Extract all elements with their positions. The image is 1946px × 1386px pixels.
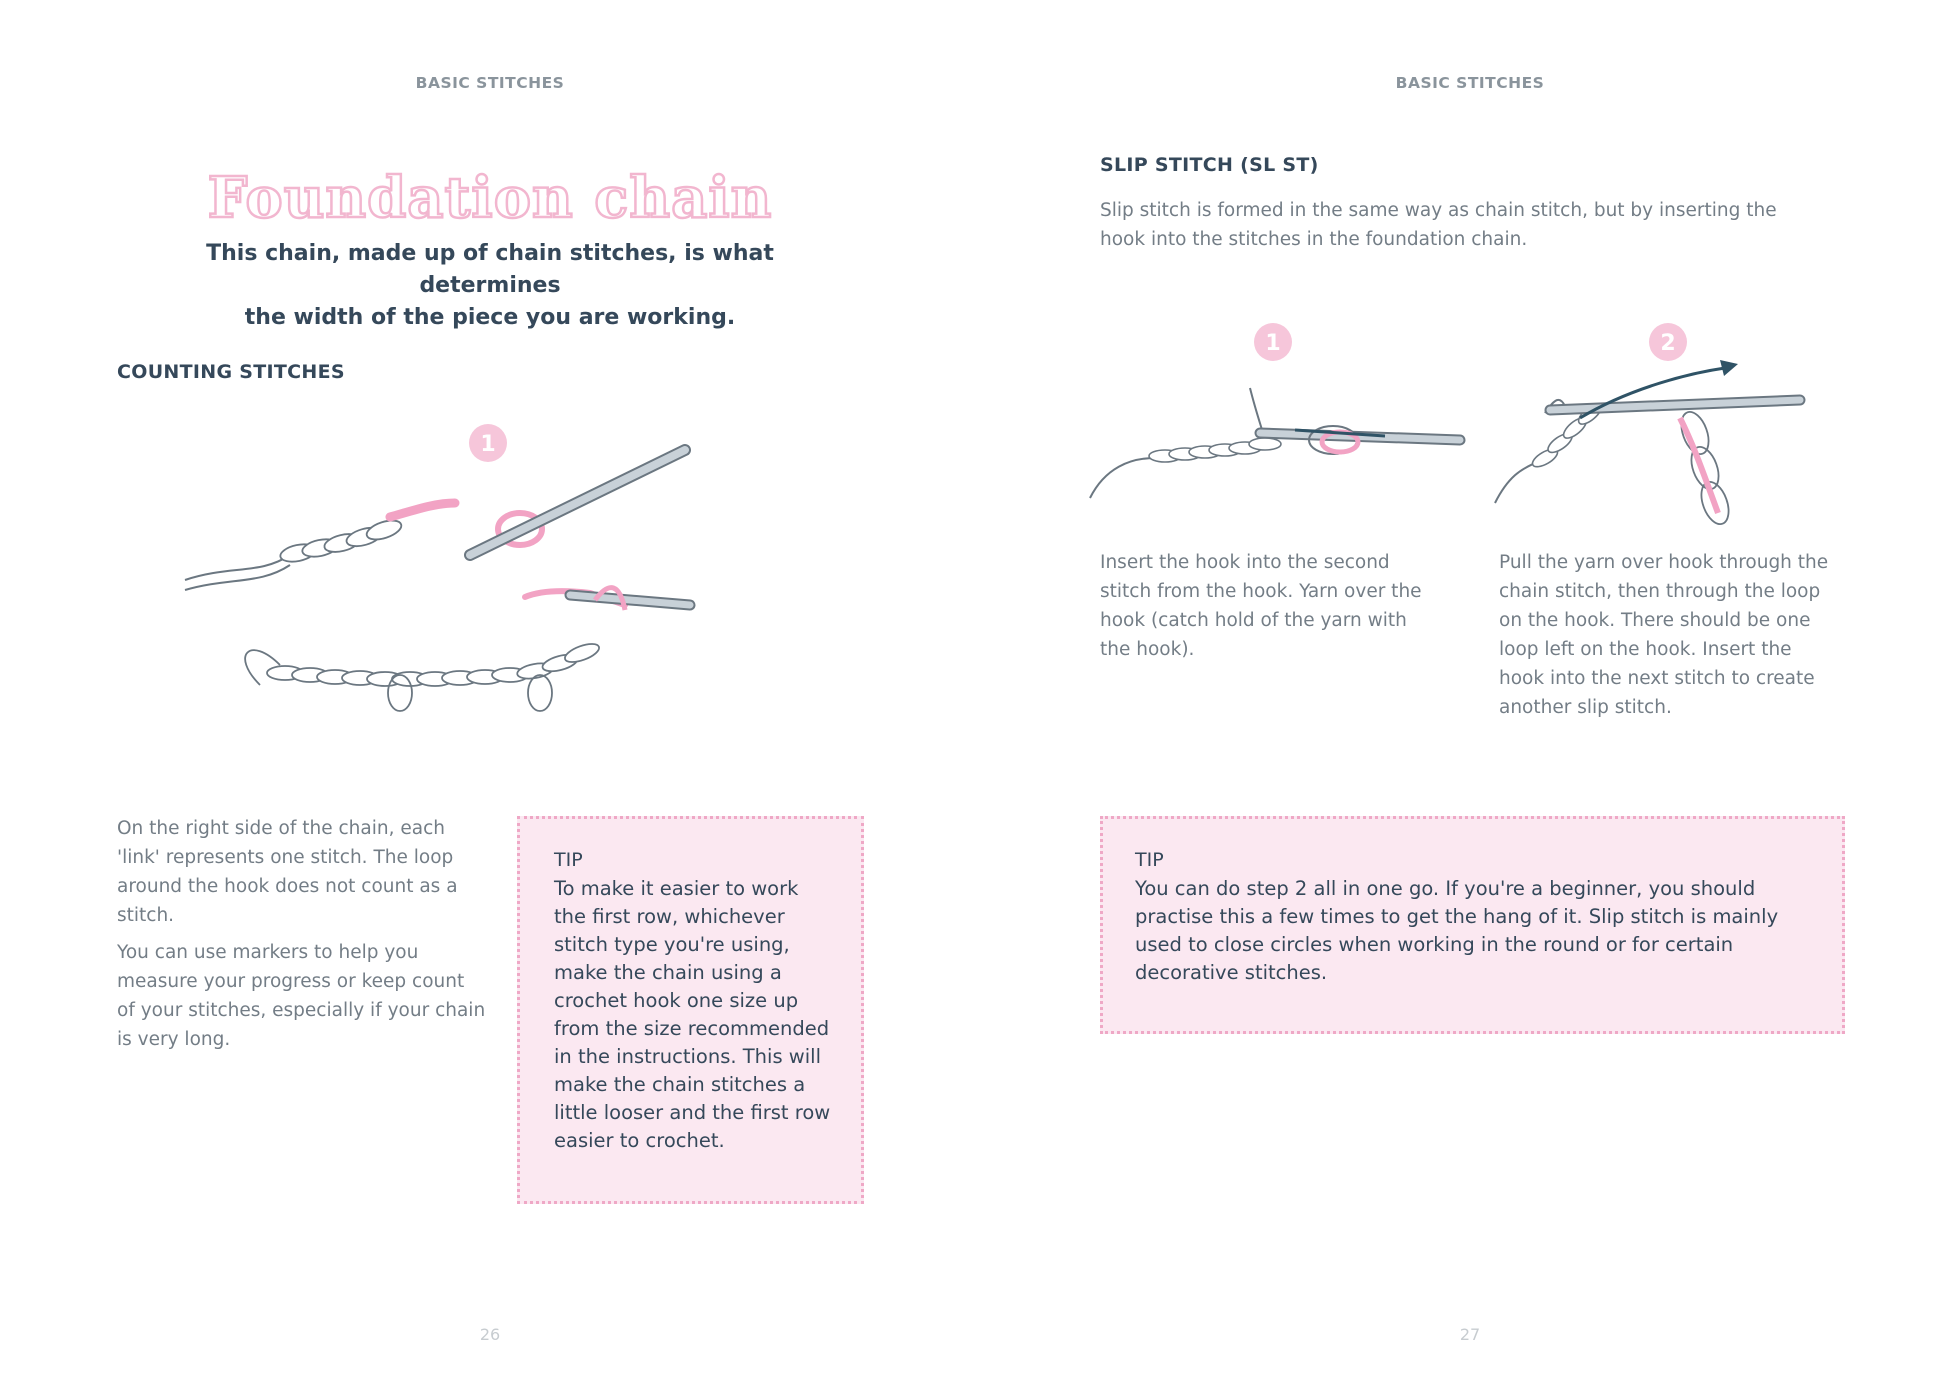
section-heading-slip-stitch: SLIP STITCH (SL ST) <box>1100 154 1319 176</box>
subtitle-line-1: This chain, made up of chain stitches, is what determines <box>206 241 774 298</box>
tip-label-right: TIP <box>1135 849 1164 871</box>
step-1-badge-right <box>1254 323 1292 361</box>
subtitle-line-2: the width of the piece you are working. <box>244 305 736 330</box>
tip-label-left: TIP <box>554 849 583 871</box>
running-head-left: BASIC STITCHES <box>415 74 565 92</box>
body-paragraph-1: On the right side of the chain, each 'link' represents one stitch. The loop around the hook does not count as a stitch. <box>117 818 458 926</box>
counting-stitches-illustration <box>170 415 790 755</box>
tip-box-left <box>517 816 864 1204</box>
step-2-badge-label: 2 <box>1660 331 1676 356</box>
slip-stitch-step-2-illustration <box>1490 318 1820 548</box>
running-head-right: BASIC STITCHES <box>1395 74 1545 92</box>
step-1-badge-right-label: 1 <box>1265 331 1281 356</box>
counting-body <box>117 814 487 1054</box>
step-2-badge <box>1649 323 1687 361</box>
step-1-badge <box>469 424 507 462</box>
section-heading-counting-stitches: COUNTING STITCHES <box>117 361 345 383</box>
step-1-badge-label: 1 <box>480 432 496 457</box>
slip-stitch-intro: Slip stitch is formed in the same way as chain stitch, but by inserting the hook into the stitches in the foundation chain. <box>1100 200 1777 250</box>
slip-stitch-step-1-illustration <box>1085 318 1485 508</box>
lower-hook-illustration <box>525 588 690 610</box>
tip-text-right: You can do step 2 all in one go. If you're a beginner, you should practise this a few times to get the hang of it. Slip stitch is mainly used to close circles when working in the round or for certain decorative stitches. <box>1135 877 1779 984</box>
body-paragraph-2: You can use markers to help you measure your progress or keep count of your stitches, especially if your chain is very long. <box>117 942 486 1050</box>
page-subtitle <box>170 238 810 334</box>
page-number-left: 26 <box>479 1325 501 1344</box>
step-2-description: Pull the yarn over hook through the chain stitch, then through the loop on the hook. There should be one loop left on the hook. Insert the hook into the next stitch to create another slip stitch. <box>1499 552 1829 718</box>
page-number-right: 27 <box>1459 1325 1481 1344</box>
lower-chain-illustration <box>245 640 601 711</box>
page-title: Foundation chain <box>207 165 773 231</box>
step-1-description: Insert the hook into the second stitch from the hook. Yarn over the hook (catch hold of the yarn with the hook). <box>1100 552 1422 660</box>
crochet-hook-illustration <box>470 450 685 555</box>
tip-box-right <box>1100 816 1845 1034</box>
tip-text-left: To make it easier to work the first row, whichever stitch type you're using, make the chain using a crochet hook one size up from the size recommended in the instructions. This will make the chain stitches a little looser and the first row easier to crochet. <box>554 877 831 1152</box>
